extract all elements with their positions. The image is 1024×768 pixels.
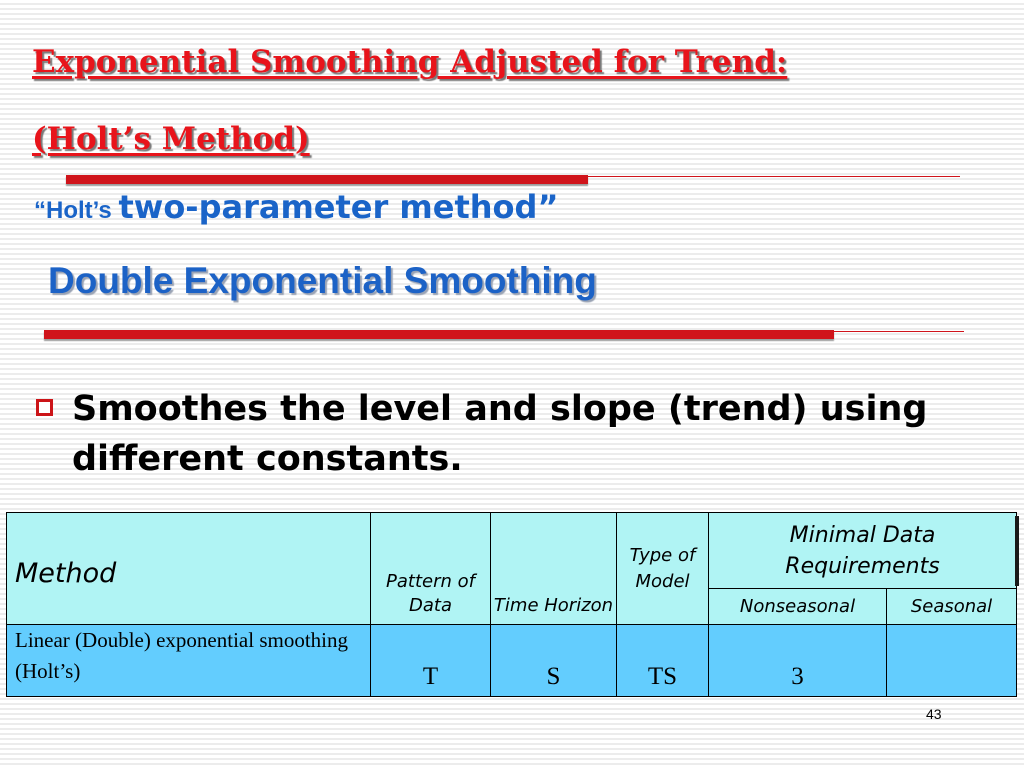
header-seasonal: Seasonal (887, 589, 1017, 625)
header-time-horizon: Time Horizon (491, 513, 617, 625)
header-nonseasonal: Nonseasonal (709, 589, 887, 625)
slide-title-line-2: (Holt’s Method) (32, 121, 310, 157)
header-type-of-model: Type of Model (617, 513, 709, 625)
divider-top-thick (66, 175, 588, 184)
subtitle-main: Double Exponential Smoothing (48, 260, 597, 301)
cell-seasonal (887, 625, 1017, 697)
cell-pattern: T (371, 625, 491, 697)
slide-title-line-1: Exponential Smoothing Adjusted for Trend: (32, 44, 788, 80)
header-pattern-of-data: Pattern of Data (371, 513, 491, 625)
square-bullet-icon (36, 399, 53, 416)
page-number: 43 (926, 706, 942, 722)
subtitle-quote (34, 188, 558, 226)
table-row (7, 625, 1017, 697)
header-minimal-data-requirements: Minimal Data Requirements (709, 513, 1017, 589)
subtitle-quote-open: “Holt’s (34, 197, 119, 224)
divider-mid-thick (44, 330, 834, 339)
subtitle-quote-main: two-parameter method” (118, 188, 559, 226)
divider-mid-thin (834, 331, 964, 332)
cell-horizon: S (491, 625, 617, 697)
bullet-text: Smoothes the level and slope (trend) using different constants. (72, 389, 928, 479)
cell-nonseasonal: 3 (709, 625, 887, 697)
cell-method: Linear (Double) exponential smoothing (Holt’s) (7, 625, 371, 697)
table-edge-shadow (1015, 516, 1019, 586)
header-method: Method (7, 513, 371, 625)
cell-model: TS (617, 625, 709, 697)
divider-top-thin (588, 176, 960, 177)
method-table (6, 512, 1017, 697)
